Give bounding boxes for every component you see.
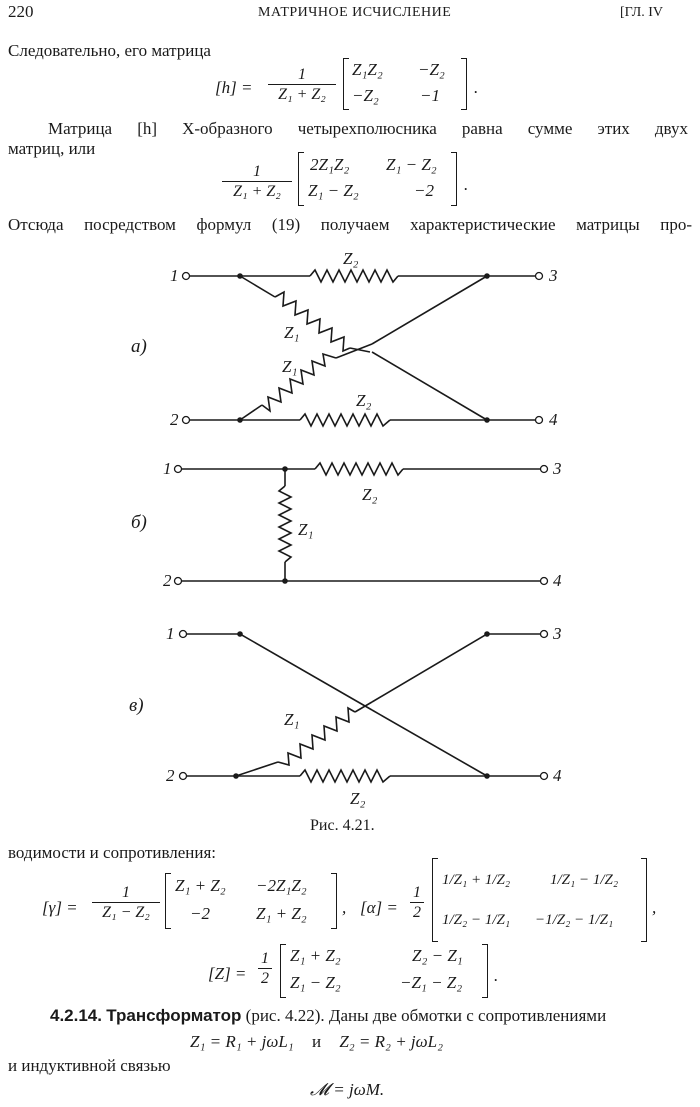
eq-alpha-end: , <box>652 898 657 917</box>
figure-4-21 <box>0 250 700 850</box>
fig-c-port-3: 3 <box>553 624 562 643</box>
fig-b-port-4: 4 <box>553 571 562 590</box>
eq-z-m22: −Z₁ − Z₂ <box>400 973 463 992</box>
equation-impedances <box>190 1032 443 1052</box>
eq-z-m12: Z₂ − Z₁ <box>412 946 463 965</box>
fig-c-z2: Z₂ <box>350 789 366 808</box>
paragraph-3: Отсюда посредством формул (19) получаем характеристические матрицы про- <box>8 215 692 234</box>
eq-alpha-left-bracket <box>432 858 438 942</box>
fig-a-port-3: 3 <box>549 266 558 285</box>
fig-c-port-2: 2 <box>166 766 175 785</box>
fig-a-port-2: 2 <box>170 410 179 429</box>
eq-gamma-m22: Z₁ + Z₂ <box>256 904 307 923</box>
eq-impedance-conj: и <box>311 1032 322 1051</box>
fig-b-z1: Z₁ <box>298 520 314 539</box>
running-title: МАТРИЧНОЕ ИСЧИСЛЕНИЕ <box>258 5 452 20</box>
fig-a-z1-upper: Z₁ <box>284 323 300 342</box>
eq-h-m22: −1 <box>420 86 440 105</box>
eq-sum-m12: Z₁ − Z₂ <box>386 155 437 174</box>
eq-h-m11: Z₁Z₂ <box>352 60 383 79</box>
eq-z-fraction <box>258 950 272 988</box>
eq-gamma-fraction <box>92 884 160 922</box>
eq-z-frac-den: 2 <box>258 968 272 988</box>
section-number: 4.2.14. <box>50 1006 102 1025</box>
eq-z-left-bracket <box>280 944 286 998</box>
eq-alpha-frac-den: 2 <box>410 902 424 922</box>
eq-h-m21: −Z₂ <box>352 86 379 105</box>
paragraph-4: водимости и сопротивления: <box>8 843 217 862</box>
fig-panel-a-label: а) <box>131 336 147 357</box>
paragraph-5: и индуктивной связью <box>8 1056 171 1075</box>
eq-h-right-bracket <box>461 58 467 110</box>
eq-sum-frac-den: Z₁ + Z₂ <box>222 181 292 201</box>
eq-h-end: . <box>474 78 479 97</box>
eq-alpha-fraction <box>410 884 424 922</box>
eq-h-fraction <box>268 66 336 104</box>
fig-panel-b-label: б) <box>131 512 147 533</box>
eq-h-frac-num: 1 <box>298 66 306 83</box>
eq-alpha-frac-num: 1 <box>413 884 421 901</box>
fig-a-z1-lower: Z₁ <box>282 357 298 376</box>
eq-h-frac-den: Z₁ + Z₂ <box>268 84 336 104</box>
eq-alpha-right-bracket <box>641 858 647 942</box>
eq-gamma-left-bracket <box>165 873 171 929</box>
eq-gamma-right-bracket <box>331 873 337 929</box>
fig-a-port-4: 4 <box>549 410 558 429</box>
eq-z-end: . <box>494 966 499 985</box>
fig-a-z2-bottom: Z₂ <box>356 391 372 410</box>
eq-sum-fraction <box>222 163 292 201</box>
eq-h-left-bracket <box>343 58 349 110</box>
paragraph-1: Следовательно, его матрица <box>8 41 211 60</box>
fig-c-port-4: 4 <box>553 766 562 785</box>
fig-a-z2-top: Z₂ <box>343 250 359 268</box>
fig-panel-c-label: в) <box>129 695 144 716</box>
eq-alpha-lhs: [α] = <box>360 898 398 917</box>
eq-z-m21: Z₁ − Z₂ <box>290 973 341 992</box>
eq-alpha-m12: 1/Z₁ − 1/Z₂ <box>550 872 619 888</box>
section-rest: (рис. 4.22). Даны две обмотки с сопротивлениями <box>245 1006 607 1025</box>
eq-impedance-2: Z₂ = R₂ + jωL₂ <box>339 1032 444 1051</box>
eq-sum-end: . <box>464 175 469 194</box>
eq-gamma-m21: −2 <box>190 904 210 923</box>
eq-sum-m11: 2Z₁Z₂ <box>310 155 350 174</box>
fig-b-z2: Z₂ <box>362 485 378 504</box>
eq-sum-left-bracket <box>298 152 304 206</box>
eq-alpha-m21: 1/Z₂ − 1/Z₁ <box>442 912 511 928</box>
eq-sum-right-bracket <box>451 152 457 206</box>
eq-sum-frac-num: 1 <box>253 163 261 180</box>
page-number: 220 <box>8 2 34 21</box>
eq-h-m12: −Z₂ <box>418 60 445 79</box>
eq-gamma-lhs: [γ] = <box>42 898 78 917</box>
eq-sum-m21: Z₁ − Z₂ <box>308 181 359 200</box>
eq-gamma-frac-num: 1 <box>122 884 130 901</box>
eq-alpha-m22: −1/Z₂ − 1/Z₁ <box>535 912 614 928</box>
fig-c-z1: Z₁ <box>284 710 300 729</box>
eq-z-frac-num: 1 <box>261 950 269 967</box>
eq-z-right-bracket <box>482 944 488 998</box>
eq-gamma-m11: Z₁ + Z₂ <box>175 876 226 895</box>
fig-b-port-3: 3 <box>553 459 562 478</box>
fig-b-port-1: 1 <box>163 459 172 478</box>
fig-b-port-2: 2 <box>163 571 172 590</box>
section-heading <box>50 1005 606 1027</box>
figure-caption: Рис. 4.21. <box>310 817 375 834</box>
eq-sum-m22: −2 <box>414 181 434 200</box>
fig-c-port-1: 1 <box>166 624 175 643</box>
eq-alpha-m11: 1/Z₁ + 1/Z₂ <box>442 872 511 888</box>
eq-z-lhs: [Z] = <box>208 964 247 983</box>
eq-gamma-frac-den: Z₁ − Z₂ <box>92 902 160 922</box>
eq-gamma-sep: , <box>342 898 347 917</box>
eq-impedance-1: Z₁ = R₁ + jωL₁ <box>190 1032 294 1051</box>
chapter-label: [ГЛ. IV <box>620 5 663 20</box>
section-title: Трансформатор <box>106 1006 242 1025</box>
paragraph-2-line-1: Матрица [h] X-образного четырехполюсника равна сумме этих двух <box>48 119 688 138</box>
fig-a-port-1: 1 <box>170 266 179 285</box>
eq-gamma-m12: −2Z₁Z₂ <box>256 876 307 895</box>
equation-mutual: 𝓜 = jωM. <box>310 1080 385 1099</box>
eq-h-lhs: [h] = <box>215 78 253 97</box>
eq-z-m11: Z₁ + Z₂ <box>290 946 341 965</box>
paragraph-2-line-2: матриц, или <box>8 139 96 158</box>
